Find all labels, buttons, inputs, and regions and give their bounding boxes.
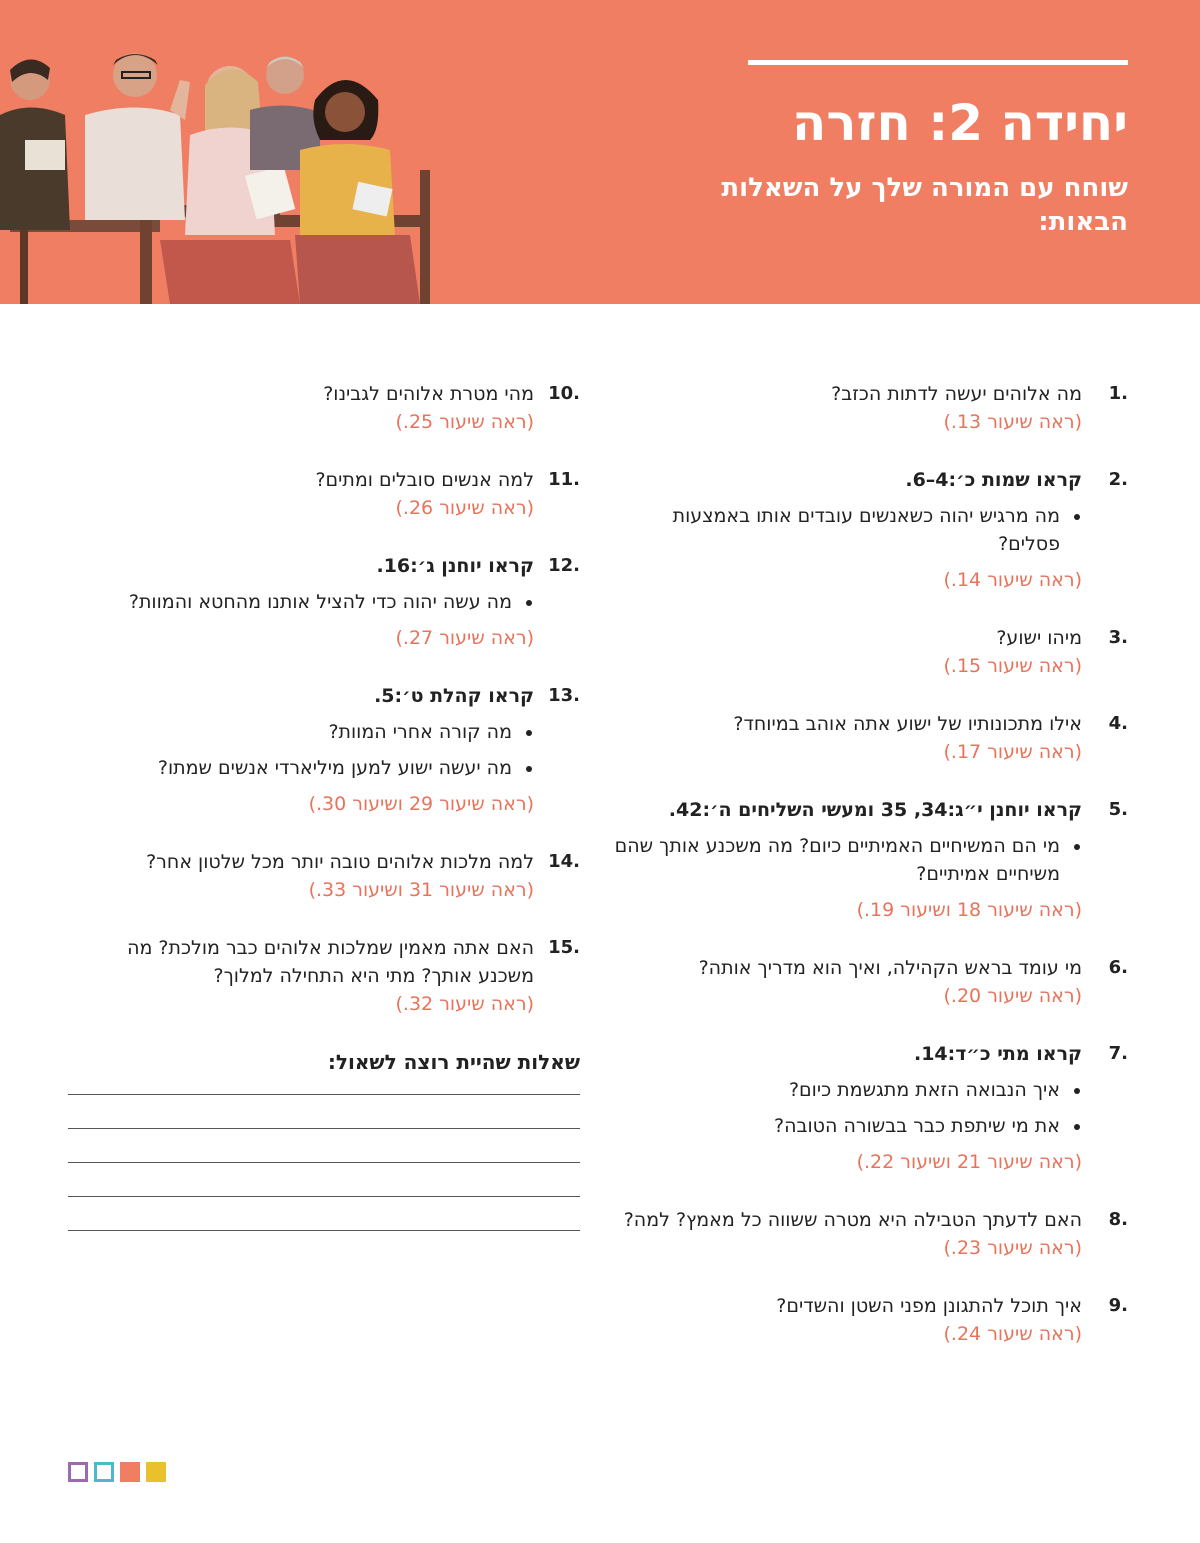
question-4 (608, 710, 1128, 766)
question-13 (68, 682, 580, 818)
lesson-reference: (ראה שיעור 21 ושיעור 22.) (856, 1151, 1082, 1173)
scripture-reading: קראו יוחנן ג׳:16. (376, 555, 534, 577)
scripture-reading: קראו מתי כ״ד:14. (913, 1043, 1082, 1065)
lesson-reference: (ראה שיעור 32.) (395, 993, 534, 1015)
lesson-reference: (ראה שיעור 23.) (943, 1237, 1082, 1259)
question-text: למה אנשים סובלים ומתים? (315, 469, 534, 491)
lesson-reference: (ראה שיעור 27.) (395, 627, 534, 649)
question-number: .7 (1108, 1043, 1128, 1064)
page-header (0, 0, 1200, 304)
lesson-reference: (ראה שיעור 24.) (943, 1323, 1082, 1345)
question-number: .4 (1108, 713, 1128, 734)
lesson-reference: (ראה שיעור 31 ושיעור 33.) (308, 879, 534, 901)
lesson-reference: (ראה שיעור 17.) (943, 741, 1082, 763)
lesson-reference: (ראה שיעור 14.) (943, 569, 1082, 591)
question-number: .12 (548, 555, 580, 576)
sub-question: מה עשה יהוה כדי להציל אותנו מהחטא והמוות? (68, 588, 534, 616)
purple-square-icon (68, 1462, 88, 1482)
question-text: מי עומד בראש הקהילה, ואיך הוא מדריך אותה? (698, 957, 1082, 979)
question-text: מיהו ישוע? (996, 627, 1082, 649)
sub-question: מה קורה אחרי המוות? (68, 718, 534, 746)
question-text: האם לדעתך הטבילה היא מטרה ששווה כל מאמץ? למה? (623, 1209, 1082, 1231)
question-text: האם אתה מאמין שמלכות אלוהים כבר מולכת? מה משכנע אותך? מתי היא התחילה למלוך? (127, 937, 534, 987)
writing-line[interactable] (68, 1230, 580, 1231)
lesson-reference: (ראה שיעור 15.) (943, 655, 1082, 677)
sub-question: מה מרגיש יהוה כשאנשים עובדים אותו באמצעות פסלים? (608, 502, 1082, 558)
lesson-reference: (ראה שיעור 29 ושיעור 30.) (308, 793, 534, 815)
question-number: .8 (1108, 1209, 1128, 1230)
coral-square-icon (120, 1462, 140, 1482)
lesson-reference: (ראה שיעור 18 ושיעור 19.) (856, 899, 1082, 921)
writing-line[interactable] (68, 1094, 580, 1095)
question-number: .10 (548, 383, 580, 404)
page-subtitle: שוחח עם המורה שלך על השאלות הבאות: (721, 173, 1128, 237)
scripture-reading: קראו יוחנן י״ג:34, 35 ומעשי השליחים ה׳:42. (668, 799, 1082, 821)
questions-column-left (68, 380, 580, 1264)
writing-lines (68, 1094, 580, 1231)
writing-line[interactable] (68, 1162, 580, 1163)
lesson-reference: (ראה שיעור 26.) (395, 497, 534, 519)
question-14 (68, 848, 580, 904)
question-5 (608, 796, 1128, 924)
sub-questions (68, 718, 534, 782)
sub-questions (608, 832, 1082, 888)
question-9 (608, 1292, 1128, 1348)
question-number: .1 (1108, 383, 1128, 404)
question-10 (68, 380, 580, 436)
sub-questions (608, 502, 1082, 558)
writing-line[interactable] (68, 1196, 580, 1197)
question-text: מהי מטרת אלוהים לגבינו? (323, 383, 534, 405)
sub-questions (608, 1076, 1082, 1140)
question-11 (68, 466, 580, 522)
question-number: .6 (1108, 957, 1128, 978)
lesson-reference: (ראה שיעור 20.) (943, 985, 1082, 1007)
question-6 (608, 954, 1128, 1010)
question-7 (608, 1040, 1128, 1176)
sub-question: מה יעשה ישוע למען מיליארדי אנשים שמתו? (68, 754, 534, 782)
question-number: .13 (548, 685, 580, 706)
yellow-square-icon (146, 1462, 166, 1482)
question-8 (608, 1206, 1128, 1262)
scripture-reading: קראו קהלת ט׳:5. (374, 685, 534, 707)
question-number: .9 (1108, 1295, 1128, 1316)
writing-line[interactable] (68, 1128, 580, 1129)
sub-questions (68, 588, 534, 616)
question-15 (68, 934, 580, 1018)
sub-question: את מי שיתפת כבר בבשורה הטובה? (608, 1112, 1082, 1140)
lesson-reference: (ראה שיעור 13.) (943, 411, 1082, 433)
question-3 (608, 624, 1128, 680)
question-12 (68, 552, 580, 652)
questions-column-right (608, 380, 1128, 1378)
question-text: למה מלכות אלוהים טובה יותר מכל שלטון אחר? (146, 851, 534, 873)
lesson-reference: (ראה שיעור 25.) (395, 411, 534, 433)
question-number: .3 (1108, 627, 1128, 648)
question-text: איך תוכל להתגונן מפני השטן והשדים? (776, 1295, 1082, 1317)
congregation-illustration (0, 20, 470, 304)
question-number: .2 (1108, 469, 1128, 490)
question-number: .5 (1108, 799, 1128, 820)
question-text: מה אלוהים יעשה לדתות הכזב? (831, 383, 1082, 405)
header-rule (748, 60, 1128, 65)
sub-question: מי הם המשיחיים האמיתיים כיום? מה משכנע אותך שהם משיחיים אמיתיים? (608, 832, 1082, 888)
scripture-reading: קראו שמות כ׳:4–6. (905, 469, 1082, 491)
question-2 (608, 466, 1128, 594)
question-number: .14 (548, 851, 580, 872)
question-text: אילו מתכונותיו של ישוע אתה אוהב במיוחד? (733, 713, 1082, 735)
extra-questions-title: שאלות שהיית רוצה לשאול: (327, 1050, 580, 1074)
question-number: .15 (548, 937, 580, 958)
sub-question: איך הנבואה הזאת מתגשמת כיום? (608, 1076, 1082, 1104)
color-swatches (68, 1462, 166, 1482)
question-number: .11 (548, 469, 580, 490)
question-1 (608, 380, 1128, 436)
page-title: יחידה 2: חזרה (792, 94, 1128, 152)
teal-square-icon (94, 1462, 114, 1482)
